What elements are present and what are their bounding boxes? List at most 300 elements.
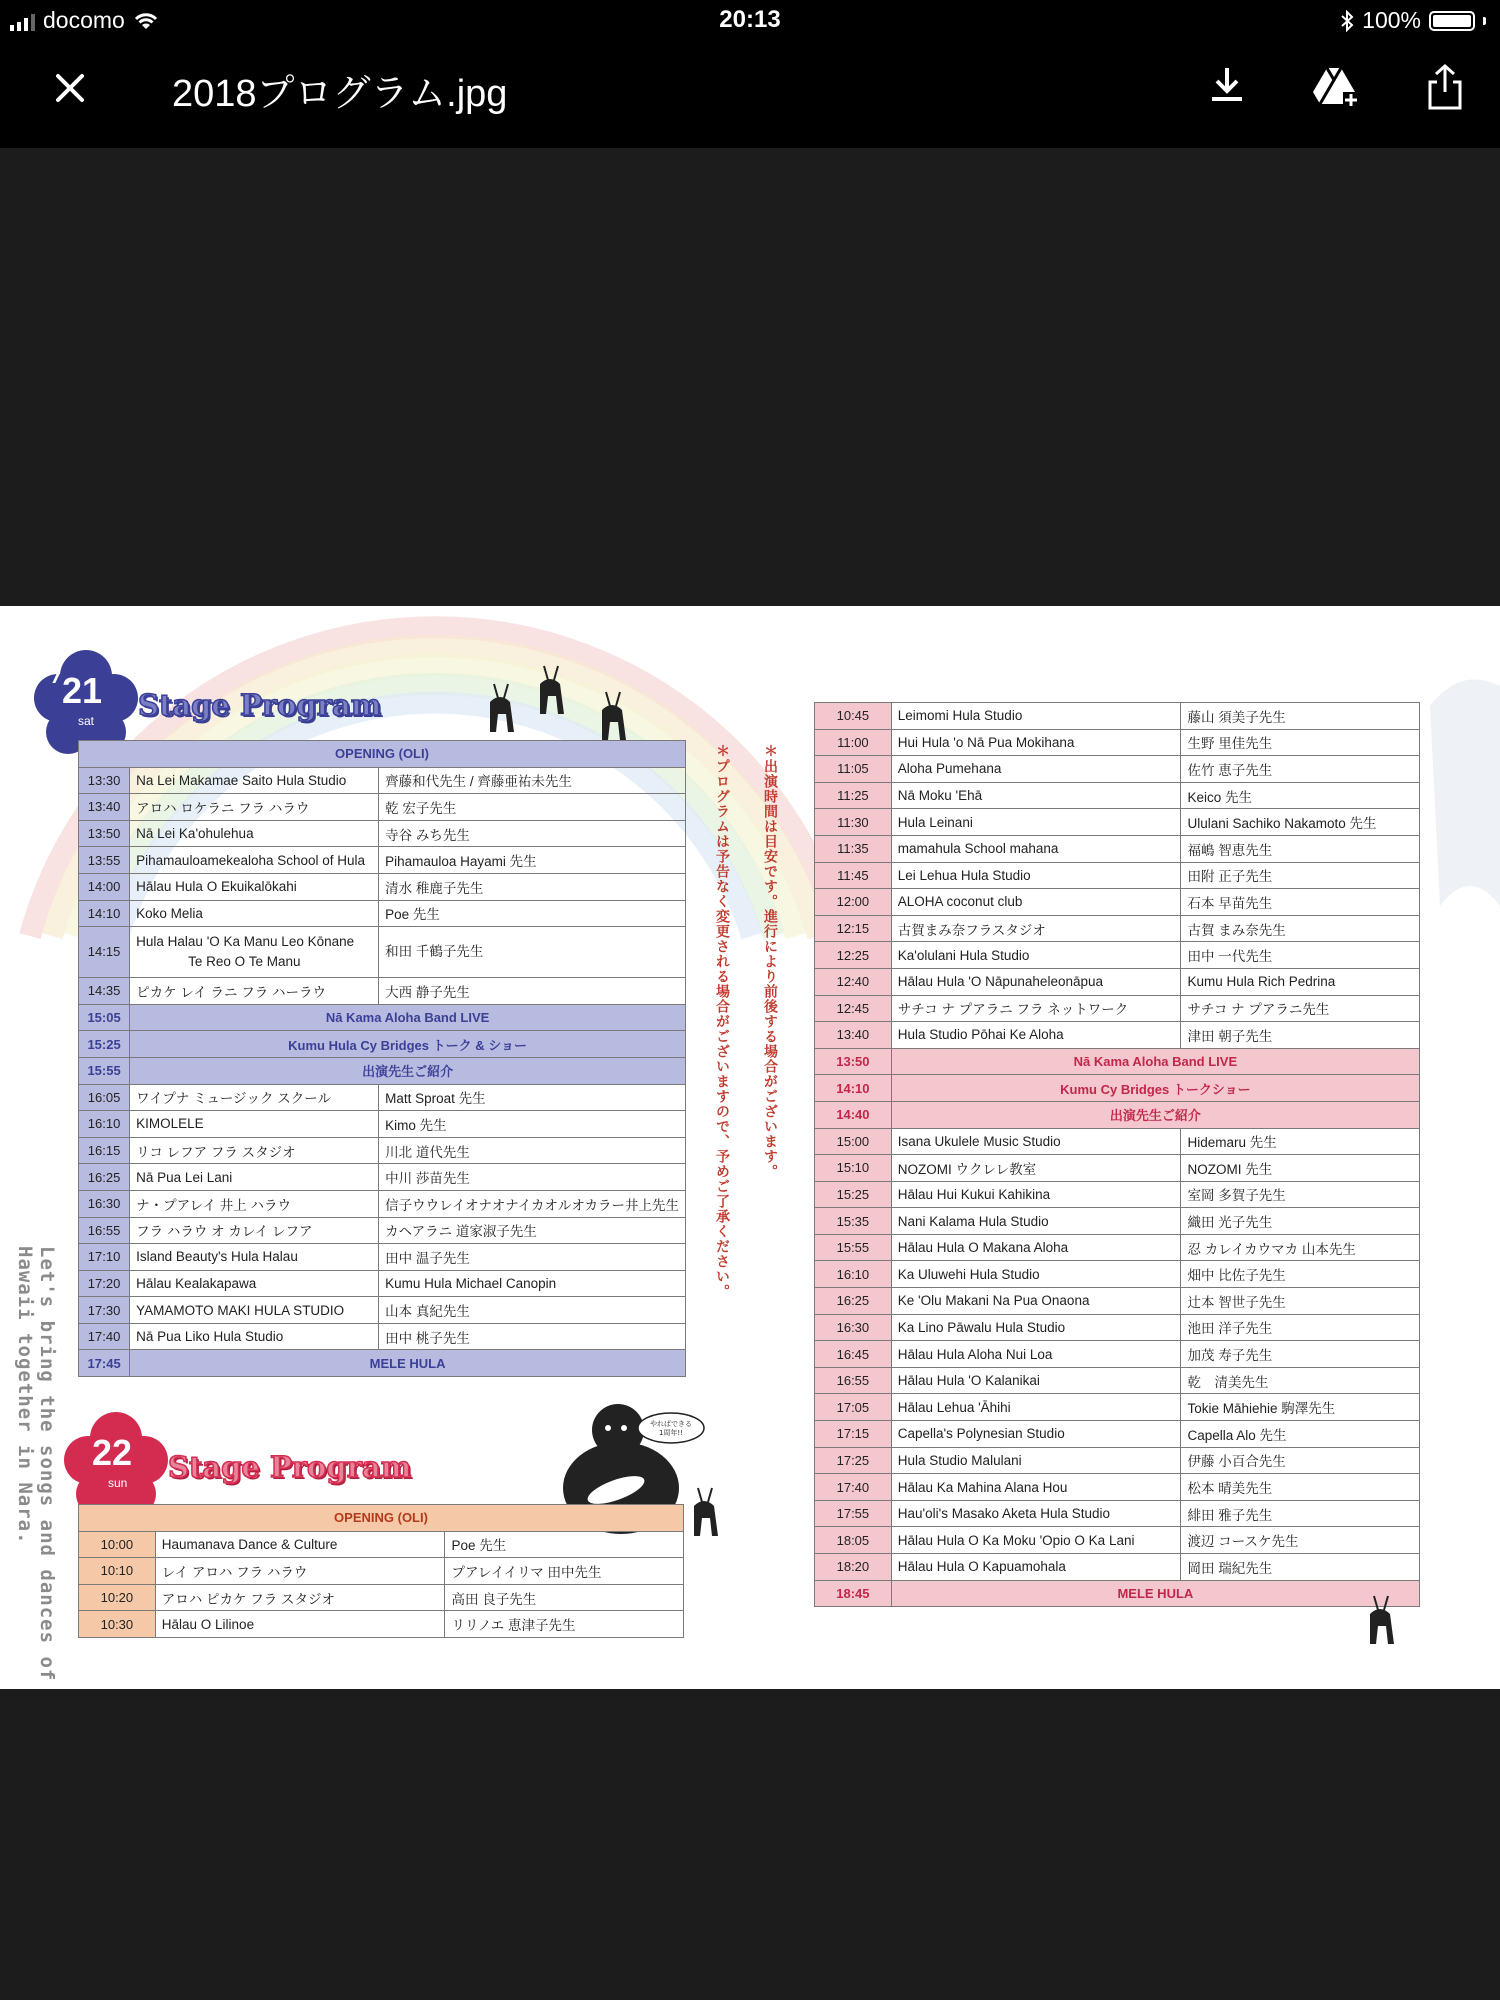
table-row (815, 1367, 1420, 1394)
row-time: 11:05 (815, 756, 892, 783)
table-row (79, 1611, 684, 1638)
row-time: 16:05 (79, 1084, 130, 1111)
row-studio (891, 1554, 1181, 1581)
table-row (815, 1554, 1420, 1581)
studio-name: ALOHA coconut club (897, 894, 1023, 910)
row-studio (891, 1261, 1181, 1288)
row-teacher: Poe 先生 (445, 1531, 684, 1558)
row-time: 10:10 (79, 1558, 156, 1585)
studio-name: Nā Pua Liko Hula Studio (136, 1329, 284, 1345)
row-time: 17:40 (79, 1323, 130, 1350)
table-row (815, 1022, 1420, 1049)
studio-name: Hālau Hula O Makana Aloha (897, 1240, 1069, 1256)
row-teacher: 忍 カレイカウマカ 山本先生 (1181, 1234, 1420, 1261)
row-time: 15:05 (79, 1004, 130, 1031)
studio-name: Hālau O Lilinoe (161, 1616, 255, 1632)
band-label: OPENING (OLI) (79, 741, 686, 768)
row-time: 15:55 (79, 1057, 130, 1084)
studio-name: Capella's Polynesian Studio (897, 1426, 1065, 1442)
row-teacher: カヘアラニ 道家淑子先生 (379, 1217, 686, 1244)
row-studio (155, 1531, 445, 1558)
row-studio (130, 1084, 379, 1111)
schedule-band-row (815, 1075, 1420, 1102)
svg-text:やればできる: やればできる (650, 1420, 692, 1428)
row-studio (891, 1341, 1181, 1368)
table-row (79, 1558, 684, 1585)
day1-title: Stage Program (138, 688, 382, 722)
table-row (815, 1234, 1420, 1261)
studio-name: Hālau Ka Mahina Alana Hou (897, 1479, 1068, 1495)
row-teacher: リリノエ 恵津子先生 (445, 1611, 684, 1638)
studio-name: Hālau Lehua 'Āhihi (897, 1399, 1011, 1415)
row-studio (891, 835, 1181, 862)
row-studio (891, 1500, 1181, 1527)
row-time: 11:25 (815, 782, 892, 809)
row-time: 16:25 (815, 1288, 892, 1315)
row-teacher: 齊藤和代先生 / 齊藤亜祐未先生 (379, 767, 686, 794)
row-studio (130, 873, 379, 900)
row-time: 15:25 (79, 1031, 130, 1058)
table-row (815, 1208, 1420, 1235)
row-studio (130, 820, 379, 847)
row-time: 10:00 (79, 1531, 156, 1558)
table-row (79, 978, 686, 1005)
row-studio (130, 1111, 379, 1138)
close-icon[interactable] (50, 68, 90, 108)
studio-name: YAMAMOTO MAKI HULA STUDIO (136, 1302, 345, 1318)
deer-illustration (480, 662, 640, 752)
row-time: 13:30 (79, 767, 130, 794)
row-studio (130, 978, 379, 1005)
studio-name: Hālau Hula 'O Nāpunaheleonāpua (897, 974, 1103, 990)
table-row (815, 1261, 1420, 1288)
studio-name: ナ・プアレイ 井上 ハラウ (136, 1197, 291, 1213)
row-time: 10:30 (79, 1611, 156, 1638)
row-studio (891, 729, 1181, 756)
row-time: 13:40 (79, 794, 130, 821)
row-studio (891, 703, 1181, 730)
row-studio (891, 1181, 1181, 1208)
studio-name: Hālau Kealakapawa (136, 1275, 257, 1291)
row-studio (155, 1558, 445, 1585)
row-time: 16:10 (79, 1111, 130, 1138)
row-time: 11:45 (815, 862, 892, 889)
studio-name: Hālau Hula O Kapuamohala (897, 1559, 1066, 1575)
studio-name: ピカケ レイ ラニ フラ ハーラウ (136, 984, 326, 1000)
row-time: 16:55 (79, 1217, 130, 1244)
table-row (815, 862, 1420, 889)
row-time: 11:00 (815, 729, 892, 756)
bluetooth-icon (1340, 10, 1354, 32)
row-studio (891, 1367, 1181, 1394)
table-row (815, 995, 1420, 1022)
table-row (815, 1394, 1420, 1421)
row-time: 12:25 (815, 942, 892, 969)
battery-tip (1483, 17, 1486, 25)
row-time: 17:25 (815, 1447, 892, 1474)
table-row (79, 927, 686, 978)
studio-name: Hālau Hula Aloha Nui Loa (897, 1346, 1053, 1362)
table-row (79, 1084, 686, 1111)
row-time: 12:15 (815, 915, 892, 942)
row-studio (891, 862, 1181, 889)
studio-name: リコ レフア フラ スタジオ (136, 1144, 296, 1160)
table-row (79, 1244, 686, 1271)
studio-name: mamahula School mahana (897, 841, 1059, 857)
table-row (815, 703, 1420, 730)
day2-date: 22 (92, 1432, 133, 1473)
row-time: 11:30 (815, 809, 892, 836)
row-studio (130, 1270, 379, 1297)
table-row (79, 1111, 686, 1138)
table-row (815, 756, 1420, 783)
table-row (79, 1323, 686, 1350)
day2-schedule-table-right (814, 702, 1420, 1607)
row-time: 16:30 (815, 1314, 892, 1341)
row-time: 13:50 (79, 820, 130, 847)
row-teacher: Kumu Hula Michael Canopin (379, 1270, 686, 1297)
table-row (815, 942, 1420, 969)
row-studio (891, 1447, 1181, 1474)
row-teacher: 田中 温子先生 (379, 1244, 686, 1271)
day2-title: Stage Program (168, 1450, 412, 1484)
row-time: 17:15 (815, 1421, 892, 1448)
table-row (815, 889, 1420, 916)
row-time: 16:55 (815, 1367, 892, 1394)
changes-note: ＊プログラムは予告なく変更される場合がございますので、予めご了承ください。 (714, 744, 730, 1299)
band-label: Kumu Cy Bridges トークショー (891, 1075, 1419, 1102)
studio-name: Hula Halau 'O Ka Manu Leo Kōnane (136, 934, 355, 950)
band-label: 出演先生ご紹介 (130, 1057, 686, 1084)
row-studio (130, 900, 379, 927)
studio-name: Nā Lei Ka'ohulehua (136, 826, 254, 842)
schedule-band-row (815, 1048, 1420, 1075)
table-row (79, 820, 686, 847)
row-time: 17:40 (815, 1474, 892, 1501)
studio-name: NOZOMI ウクレレ教室 (897, 1161, 1037, 1177)
row-teacher: Pihamauloa Hayami 先生 (379, 847, 686, 874)
row-time: 12:40 (815, 968, 892, 995)
row-studio (891, 782, 1181, 809)
row-studio (891, 1421, 1181, 1448)
band-label: MELE HULA (891, 1580, 1419, 1607)
studio-name: Hui Hula 'o Nā Pua Mokihana (897, 734, 1075, 750)
row-teacher: Capella Alo 先生 (1181, 1421, 1420, 1448)
band-label: 出演先生ご紹介 (891, 1101, 1419, 1128)
row-teacher: 津田 朝子先生 (1181, 1022, 1420, 1049)
row-teacher: 田中 一代先生 (1181, 942, 1420, 969)
row-studio (130, 1190, 379, 1217)
row-studio (891, 809, 1181, 836)
studio-name: アロハ ロケラニ フラ ハラウ (136, 800, 310, 816)
row-time: 14:00 (79, 873, 130, 900)
table-row (815, 1128, 1420, 1155)
row-time: 16:15 (79, 1137, 130, 1164)
studio-name: Aloha Pumehana (897, 761, 1002, 777)
row-time: 16:25 (79, 1164, 130, 1191)
row-studio (891, 1234, 1181, 1261)
studio-name: Hula Leinani (897, 814, 973, 830)
studio-name: Nā Moku 'Ehā (897, 788, 983, 804)
side-slogan: Let's bring the songs and dances of Hawaii together in Nara. (14, 1246, 58, 1682)
schedule-band-row (815, 1101, 1420, 1128)
schedule-band-row (79, 741, 686, 768)
row-studio (891, 915, 1181, 942)
row-time: 18:45 (815, 1580, 892, 1607)
row-studio (891, 942, 1181, 969)
row-time: 12:00 (815, 889, 892, 916)
row-studio (891, 1288, 1181, 1315)
table-row (79, 900, 686, 927)
table-row (79, 1297, 686, 1324)
studio-name: Hau'oli's Masako Aketa Hula Studio (897, 1506, 1111, 1522)
image-viewer (0, 148, 1500, 2000)
table-row (815, 729, 1420, 756)
schedule-band-row (79, 1505, 684, 1532)
table-row (815, 1421, 1420, 1448)
row-studio (130, 847, 379, 874)
row-studio (891, 1022, 1181, 1049)
clock: 20:13 (719, 6, 781, 33)
studio-name: Hālau Hula O Ka Moku 'Opio O Ka Lani (897, 1532, 1135, 1548)
table-row (79, 1584, 684, 1611)
studio-name: Pihamauloamekealoha School of Hula (136, 852, 366, 868)
carrier-label: docomo (43, 7, 125, 33)
row-studio (130, 1217, 379, 1244)
table-row (79, 1217, 686, 1244)
row-teacher: 佐竹 恵子先生 (1181, 756, 1420, 783)
row-time: 15:35 (815, 1208, 892, 1235)
table-row (815, 1500, 1420, 1527)
row-teacher: Tokie Māhiehie 駒澤先生 (1181, 1394, 1420, 1421)
row-studio (891, 1155, 1181, 1182)
row-studio (130, 1323, 379, 1350)
row-teacher: サチコ ナ プアラニ先生 (1181, 995, 1420, 1022)
row-time: 17:05 (815, 1394, 892, 1421)
table-row (79, 1137, 686, 1164)
day1-month: 7 (50, 668, 62, 687)
studio-name: Hālau Hui Kukui Kahikina (897, 1186, 1051, 1202)
row-teacher: 石本 早苗先生 (1181, 889, 1420, 916)
row-teacher: 和田 千鶴子先生 (379, 927, 686, 978)
table-row (79, 1531, 684, 1558)
row-studio (130, 1164, 379, 1191)
studio-name: Hālau Hula O Ekuikalōkahi (136, 879, 297, 895)
file-title: 2018プログラム.jpg (172, 73, 508, 115)
table-row (815, 835, 1420, 862)
studio-name: Nani Kalama Hula Studio (897, 1213, 1049, 1229)
day1-date: 21 (62, 670, 103, 711)
row-time: 10:20 (79, 1584, 156, 1611)
row-teacher: 大西 静子先生 (379, 978, 686, 1005)
speech-bubble (636, 1410, 706, 1446)
row-teacher: 辻本 智世子先生 (1181, 1288, 1420, 1315)
table-row (79, 1270, 686, 1297)
row-teacher: Hidemaru 先生 (1181, 1128, 1420, 1155)
row-teacher: 山本 真紀先生 (379, 1297, 686, 1324)
row-studio (891, 1527, 1181, 1554)
row-teacher: Kumu Hula Rich Pedrina (1181, 968, 1420, 995)
row-teacher: NOZOMI 先生 (1181, 1155, 1420, 1182)
schedule-band-row (815, 1580, 1420, 1607)
status-bar (0, 0, 1500, 40)
row-teacher: Keico 先生 (1181, 782, 1420, 809)
row-time: 13:40 (815, 1022, 892, 1049)
row-studio (891, 995, 1181, 1022)
band-label: Nā Kama Aloha Band LIVE (891, 1048, 1419, 1075)
studio-name: Koko Melia (136, 905, 203, 921)
row-time: 16:45 (815, 1341, 892, 1368)
table-row (815, 1341, 1420, 1368)
battery-percent: 100% (1362, 7, 1421, 33)
row-time: 10:45 (815, 703, 892, 730)
studio-name: Na Lei Makamae Saito Hula Studio (136, 772, 347, 788)
row-teacher: 田中 桃子先生 (379, 1323, 686, 1350)
program-image[interactable] (0, 606, 1500, 1689)
day1-weekday: sat (78, 714, 95, 728)
row-teacher: 信子ウウレイオナオナイカオルオカラー井上先生 (379, 1190, 686, 1217)
row-teacher: Ululani Sachiko Nakamoto 先生 (1181, 809, 1420, 836)
row-studio (891, 1128, 1181, 1155)
row-teacher: 藤山 須美子先生 (1181, 703, 1420, 730)
add-to-drive-icon[interactable] (1310, 62, 1360, 112)
row-teacher: 伊藤 小百合先生 (1181, 1447, 1420, 1474)
row-studio (155, 1584, 445, 1611)
row-time: 13:50 (815, 1048, 892, 1075)
table-row (79, 1190, 686, 1217)
row-studio (130, 927, 379, 978)
deer-illustration (686, 1482, 726, 1542)
band-label: Kumu Hula Cy Bridges トーク & ショー (130, 1031, 686, 1058)
day2-weekday: sun (108, 1476, 128, 1490)
table-row (815, 782, 1420, 809)
download-icon[interactable] (1202, 62, 1252, 112)
row-studio (891, 756, 1181, 783)
studio-name: KIMOLELE (136, 1116, 204, 1132)
row-teacher: 池田 洋子先生 (1181, 1314, 1420, 1341)
row-time: 16:30 (79, 1190, 130, 1217)
studio-name: Haumanava Dance & Culture (161, 1536, 338, 1552)
row-studio (130, 1137, 379, 1164)
table-row (79, 767, 686, 794)
table-row (815, 1527, 1420, 1554)
row-studio (130, 1244, 379, 1271)
battery-icon (1429, 11, 1475, 31)
row-teacher: 高田 良子先生 (445, 1584, 684, 1611)
status-right (1340, 7, 1486, 34)
row-teacher: 室岡 多賀子先生 (1181, 1181, 1420, 1208)
table-row (815, 915, 1420, 942)
studio-name: アロハ ピカケ フラ スタジオ (161, 1591, 336, 1607)
row-time: 15:25 (815, 1181, 892, 1208)
table-row (815, 1288, 1420, 1315)
row-time: 14:10 (79, 900, 130, 927)
row-teacher: 畑中 比佐子先生 (1181, 1261, 1420, 1288)
row-teacher: 生野 里佳先生 (1181, 729, 1420, 756)
studio-name: 古賀まみ奈フラスタジオ (897, 922, 1046, 938)
row-studio (130, 1297, 379, 1324)
table-row (79, 1164, 686, 1191)
day1-schedule-table (78, 740, 686, 1377)
band-label: MELE HULA (130, 1350, 686, 1377)
studio-name: フラ ハラウ オ カレイ レフア (136, 1224, 313, 1240)
row-time: 15:10 (815, 1155, 892, 1182)
row-teacher: 中川 莎苗先生 (379, 1164, 686, 1191)
row-studio (891, 1394, 1181, 1421)
row-teacher: 渡辺 コースケ先生 (1181, 1527, 1420, 1554)
studio-name: Ke 'Olu Makani Na Pua Onaona (897, 1293, 1090, 1309)
row-time: 12:45 (815, 995, 892, 1022)
row-time: 17:55 (815, 1500, 892, 1527)
row-time: 17:30 (79, 1297, 130, 1324)
row-time: 16:10 (815, 1261, 892, 1288)
row-teacher: 清水 稚鹿子先生 (379, 873, 686, 900)
studio-name: Hula Studio Malulani (897, 1452, 1022, 1468)
row-teacher: 古賀 まみ奈先生 (1181, 915, 1420, 942)
table-row (815, 809, 1420, 836)
deer-illustration (1362, 1590, 1402, 1650)
schedule-band-row (79, 1057, 686, 1084)
row-studio (130, 767, 379, 794)
row-studio (891, 1314, 1181, 1341)
row-studio (130, 794, 379, 821)
row-time: 18:05 (815, 1527, 892, 1554)
table-row (815, 1474, 1420, 1501)
studio-name: Hālau Hula 'O Kalanikai (897, 1373, 1040, 1389)
studio-name: レイ アロハ フラ ハラウ (161, 1564, 308, 1580)
row-teacher: Kimo 先生 (379, 1111, 686, 1138)
row-teacher: プアレイイリマ 田中先生 (445, 1558, 684, 1585)
row-time: 14:10 (815, 1075, 892, 1102)
share-icon[interactable] (1420, 62, 1470, 112)
row-teacher: 田附 正子先生 (1181, 862, 1420, 889)
row-time: 14:15 (79, 927, 130, 978)
row-time: 13:55 (79, 847, 130, 874)
band-label: OPENING (OLI) (79, 1505, 684, 1532)
schedule-band-row (79, 1004, 686, 1031)
row-teacher: 福嶋 智恵先生 (1181, 835, 1420, 862)
band-label: Nā Kama Aloha Band LIVE (130, 1004, 686, 1031)
studio-name-line2: Te Reo O Te Manu (188, 954, 301, 970)
row-time: 11:35 (815, 835, 892, 862)
row-time: 14:35 (79, 978, 130, 1005)
table-row (815, 1181, 1420, 1208)
timing-note: ＊出演時間は目安です。進行により前後する場合がございます。 (762, 744, 778, 1179)
studio-name: Ka Uluwehi Hula Studio (897, 1266, 1040, 1282)
studio-name: Lei Lehua Hula Studio (897, 867, 1031, 883)
row-time: 17:10 (79, 1244, 130, 1271)
studio-name: Ka Lino Pāwalu Hula Studio (897, 1319, 1066, 1335)
row-time: 15:55 (815, 1234, 892, 1261)
studio-name: Isana Ukulele Music Studio (897, 1133, 1061, 1149)
schedule-band-row (79, 1350, 686, 1377)
row-studio (891, 889, 1181, 916)
svg-text:1周年!!: 1周年!! (658, 1429, 684, 1437)
table-row (79, 794, 686, 821)
row-time: 17:20 (79, 1270, 130, 1297)
row-teacher: 岡田 瑞紀先生 (1181, 1554, 1420, 1581)
row-time: 17:45 (79, 1350, 130, 1377)
row-teacher: 織田 光子先生 (1181, 1208, 1420, 1235)
studio-name: ワイプナ ミュージック スクール (136, 1091, 332, 1107)
row-teacher: Matt Sproat 先生 (379, 1084, 686, 1111)
row-time: 18:20 (815, 1554, 892, 1581)
studio-name: Leimomi Hula Studio (897, 708, 1023, 724)
viewer-toolbar (0, 40, 1500, 148)
row-studio (155, 1611, 445, 1638)
row-teacher: 緋田 雅子先生 (1181, 1500, 1420, 1527)
row-teacher: 川北 道代先生 (379, 1137, 686, 1164)
